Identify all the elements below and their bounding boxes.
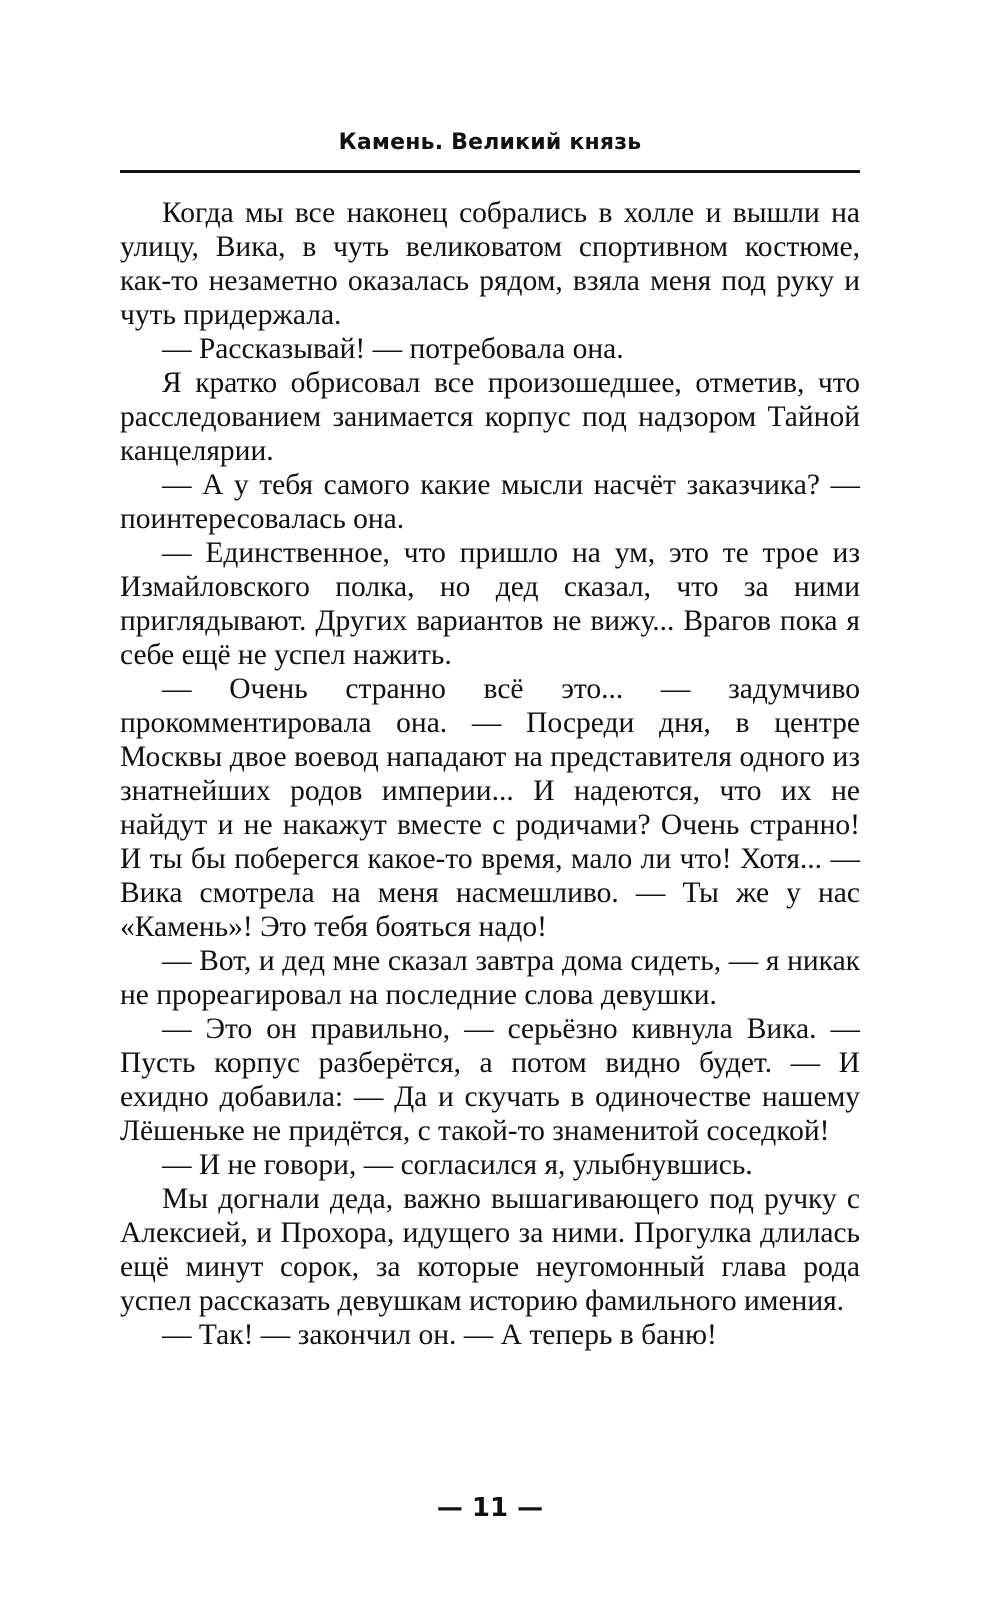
paragraph: Мы догнали деда, важно вышагивающего под ручку с Алексией, и Прохора, идущего за ними. Прогулка длилась ещё минут сорок, за которые неугомонный глава рода успел рассказать девушкам историю фамильного имения. [120, 1183, 860, 1317]
running-head-title: Камень. Великий князь [338, 130, 642, 155]
paragraph: — Рассказывай! — потребовала она. [162, 333, 624, 365]
header-rule [120, 170, 860, 173]
paragraph: — Вот, и дед мне сказал завтра дома сидеть, — я никак не прореагировал на последние слова девушки. [120, 945, 860, 1011]
paragraph: — Это он правильно, — серьёзно кивнула Вика. — Пусть корпус разберётся, а потом видно будет. — И ехидно добавила: — Да и скучать в одиночестве нашему Лёшеньке не придётся, с такой-то знаменитой соседкой! [120, 1013, 860, 1147]
body-text [120, 196, 860, 1352]
paragraph: — А у тебя самого какие мысли насчёт заказчика? — поинтересовалась она. [120, 469, 860, 535]
paragraph: — И не говори, — согласился я, улыбнувшись. [162, 1149, 753, 1181]
paragraph: Я кратко обрисовал все произошедшее, отметив, что расследованием занимается корпус под надзором Тайной канцелярии. [120, 367, 860, 467]
paragraph: Когда мы все наконец собрались в холле и вышли на улицу, Вика, в чуть великоватом спортивном костюме, как-то незаметно оказалась рядом, взяла меня под руку и чуть придержала. [120, 197, 860, 331]
paragraph: — Так! — закончил он. — А теперь в баню! [162, 1319, 717, 1351]
paragraph: — Единственное, что пришло на ум, это те трое из Измайловского полка, но дед сказал, что за ними приглядывают. Других вариантов не вижу... Врагов пока я себе ещё не успел нажить. [120, 537, 860, 671]
paragraph: — Очень странно всё это... — задумчиво прокомментировала она. — Посреди дня, в центре Москвы двое воевод нападают на представителя одного из знатнейших родов империи... И надеются, что их не найдут и не накажут вместе с родичами? Очень странно! И ты бы поберегся какое-то время, мало ли что! Хотя... — Вика смотрела на меня насмешливо. — Ты же у нас «Камень»! Это тебя бояться надо! [120, 673, 860, 943]
page-number: — 11 — [436, 1493, 544, 1523]
